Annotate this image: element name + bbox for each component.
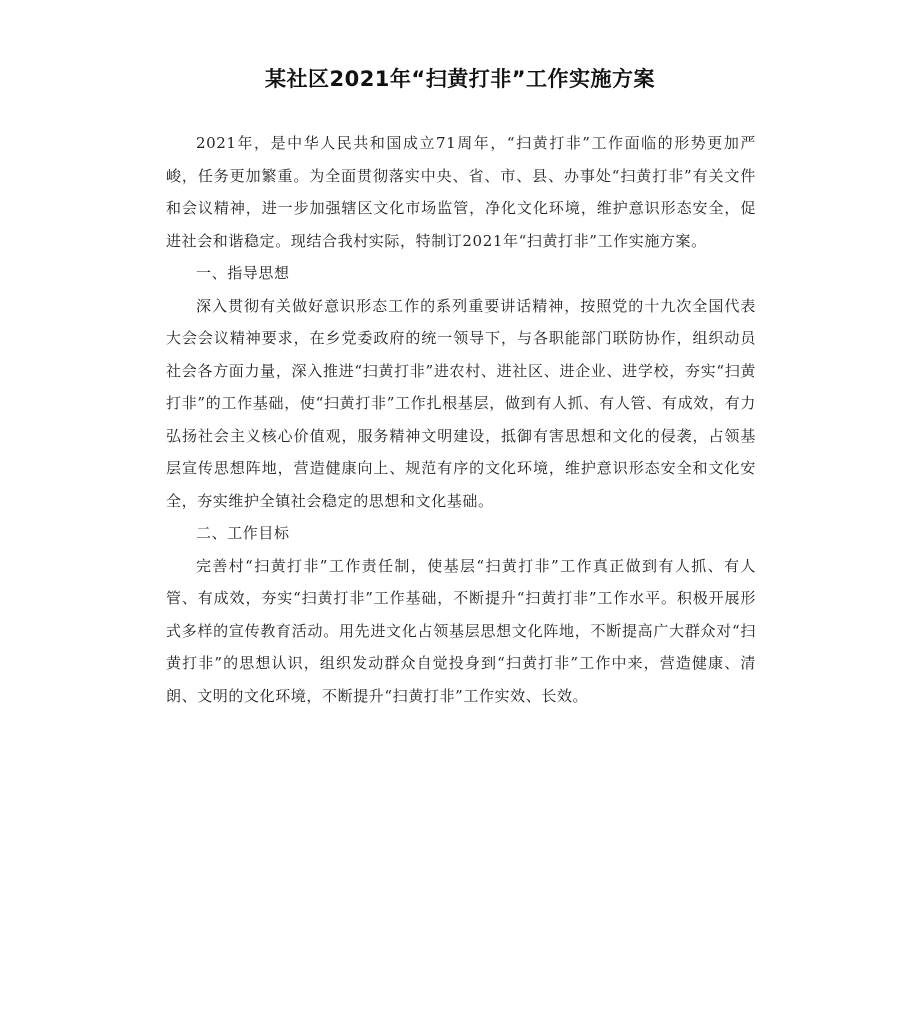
document-body (166, 127, 756, 712)
document-title: 某社区2021年“扫黄打非”工作实施方案 (264, 67, 656, 91)
guiding-ideology-paragraph: 深入贯彻有关做好意识形态工作的系列重要讲话精神，按照党的十九次全国代表大会会议精神要求，在乡党委政府的统一领导下，与各职能部门联防协作，组织动员社会各方面力量，深入推进“扫黄打非”进农村、进社区、进企业、进学校，夯实“扫黄打非”的工作基础，使“扫黄打非”工作扎根基层，做到有人抓、有人管、有成效，有力弘扬社会主义核心价值观，服务精神文明建设，抵御有害思想和文化的侵袭，占领基层宣传思想阵地，营造健康向上、规范有序的文化环境，维护意识形态安全和文化安全，夯实维护全镇社会稳定的思想和文化基础。 (166, 296, 756, 510)
work-goals-paragraph: 完善村“扫黄打非”工作责任制，使基层“扫黄打非”工作真正做到有人抓、有人管、有成效，夯实“扫黄打非”工作基础，不断提升“扫黄打非”工作水平。积极开展形式多样的宣传教育活动。用先进文化占领基层思想文化阵地，不断提高广大群众对“扫黄打非”的思想认识，组织发动群众自觉投身到“扫黄打非”工作中来，营造健康、清朗、文明的文化环境，不断提升“扫黄打非”工作实效、长效。 (166, 556, 756, 705)
intro-paragraph: 2021年，是中华人民共和国成立71周年，“扫黄打非”工作面临的形势更加严峻，任务更加繁重。为全面贯彻落实中央、省、市、县、办事处“扫黄打非”有关文件和会议精神，进一步加强辖区文化市场监管，净化文化环境，维护意识形态安全，促进社会和谐稳定。现结合我村实际，特制订2021年“扫黄打非”工作实施方案。 (166, 134, 756, 250)
section-heading-work-goals: 二、工作目标 (196, 524, 290, 542)
section-heading-guiding-ideology: 一、指导思想 (196, 264, 290, 282)
